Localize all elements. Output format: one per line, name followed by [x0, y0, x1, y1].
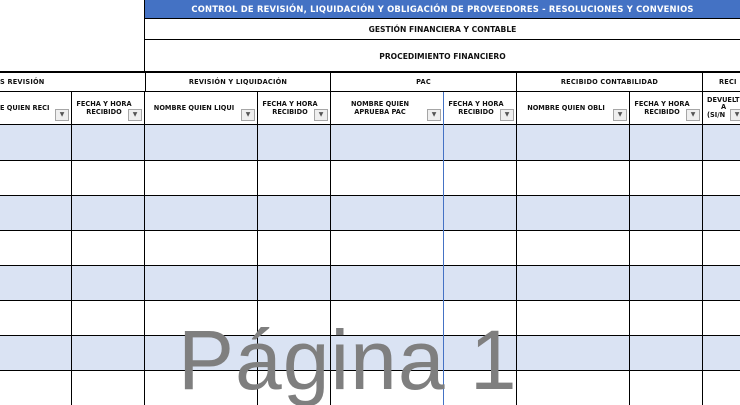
col-header-nombre-quien-recibe[interactable] — [0, 92, 71, 124]
group-header-recibido-contabilidad — [516, 73, 702, 91]
col-header-label: FECHA Y HORA — [262, 100, 318, 108]
col-header-label: A — [721, 103, 727, 112]
group-label: S REVISIÓN — [0, 78, 45, 86]
filter-dropdown-icon[interactable]: ▼ — [55, 109, 69, 121]
col-header-nombre-aprueba-pac[interactable] — [331, 92, 443, 124]
col-header-fecha-hora-2[interactable] — [258, 92, 330, 124]
group-header-pac — [330, 73, 516, 91]
col-header-nombre-quien-liquida[interactable] — [145, 92, 257, 124]
subtitle-financial-text: GESTIÓN FINANCIERA Y CONTABLE — [368, 25, 517, 34]
col-header-label: FECHA Y HORA — [634, 100, 690, 108]
filter-dropdown-icon[interactable]: ▼ — [241, 109, 255, 121]
col-header-label: RECIBIDO — [86, 108, 122, 116]
col-header-label: NOMBRE QUIEN — [350, 100, 410, 108]
col-header-nombre-quien-obliga[interactable] — [517, 92, 629, 124]
title-banner-text: CONTROL DE REVISIÓN, LIQUIDACIÓN Y OBLIGACIÓN DE PROVEEDORES - RESOLUCIONES Y CONVENIOS — [191, 4, 694, 14]
col-header-label: APRUEBA PAC — [354, 108, 406, 116]
group-header-revision-liquidacion — [145, 73, 330, 91]
filter-dropdown-icon[interactable]: ▼ — [128, 109, 142, 121]
filter-dropdown-icon[interactable]: ▼ — [730, 109, 740, 121]
group-label: RECIBIDO CONTABILIDAD — [560, 78, 659, 86]
col-header-label: DEVUELT — [707, 95, 740, 104]
col-header-label: FECHA Y HORA — [448, 100, 504, 108]
group-label: PAC — [416, 78, 431, 86]
group-label: RECI — [719, 78, 737, 86]
group-header-revision-left — [0, 73, 144, 91]
group-label: REVISIÓN Y LIQUIDACIÓN — [188, 78, 288, 86]
subtitle-financial — [145, 20, 740, 40]
page-watermark: Página 1 — [178, 313, 518, 405]
col-header-fecha-hora-1[interactable] — [72, 92, 144, 124]
col-header-label: (SI/N — [707, 110, 726, 119]
col-header-fecha-hora-3[interactable] — [444, 92, 516, 124]
filter-dropdown-icon[interactable]: ▼ — [314, 109, 328, 121]
filter-dropdown-icon[interactable]: ▼ — [686, 109, 700, 121]
col-header-label: FECHA Y HORA — [76, 100, 132, 108]
col-header-label: NOMBRE QUIEN LIQUI — [153, 104, 235, 112]
col-header-label: RECIBIDO — [272, 108, 308, 116]
col-header-fecha-hora-4[interactable] — [630, 92, 702, 124]
subtitle-procedure-text: PROCEDIMIENTO FINANCIERO — [379, 51, 506, 61]
title-banner — [145, 0, 740, 19]
subtitle-procedure — [145, 41, 740, 71]
col-header-label: RECIBIDO — [458, 108, 494, 116]
filter-dropdown-icon[interactable]: ▼ — [613, 109, 627, 121]
col-header-label: E QUIEN RECI — [0, 104, 50, 112]
col-header-label: RECIBIDO — [644, 108, 680, 116]
col-header-devuelta[interactable] — [703, 92, 740, 124]
group-header-reci — [702, 73, 740, 91]
filter-dropdown-icon[interactable]: ▼ — [500, 109, 514, 121]
filter-dropdown-icon[interactable]: ▼ — [427, 109, 441, 121]
col-header-label: NOMBRE QUIEN OBLI — [527, 104, 605, 112]
